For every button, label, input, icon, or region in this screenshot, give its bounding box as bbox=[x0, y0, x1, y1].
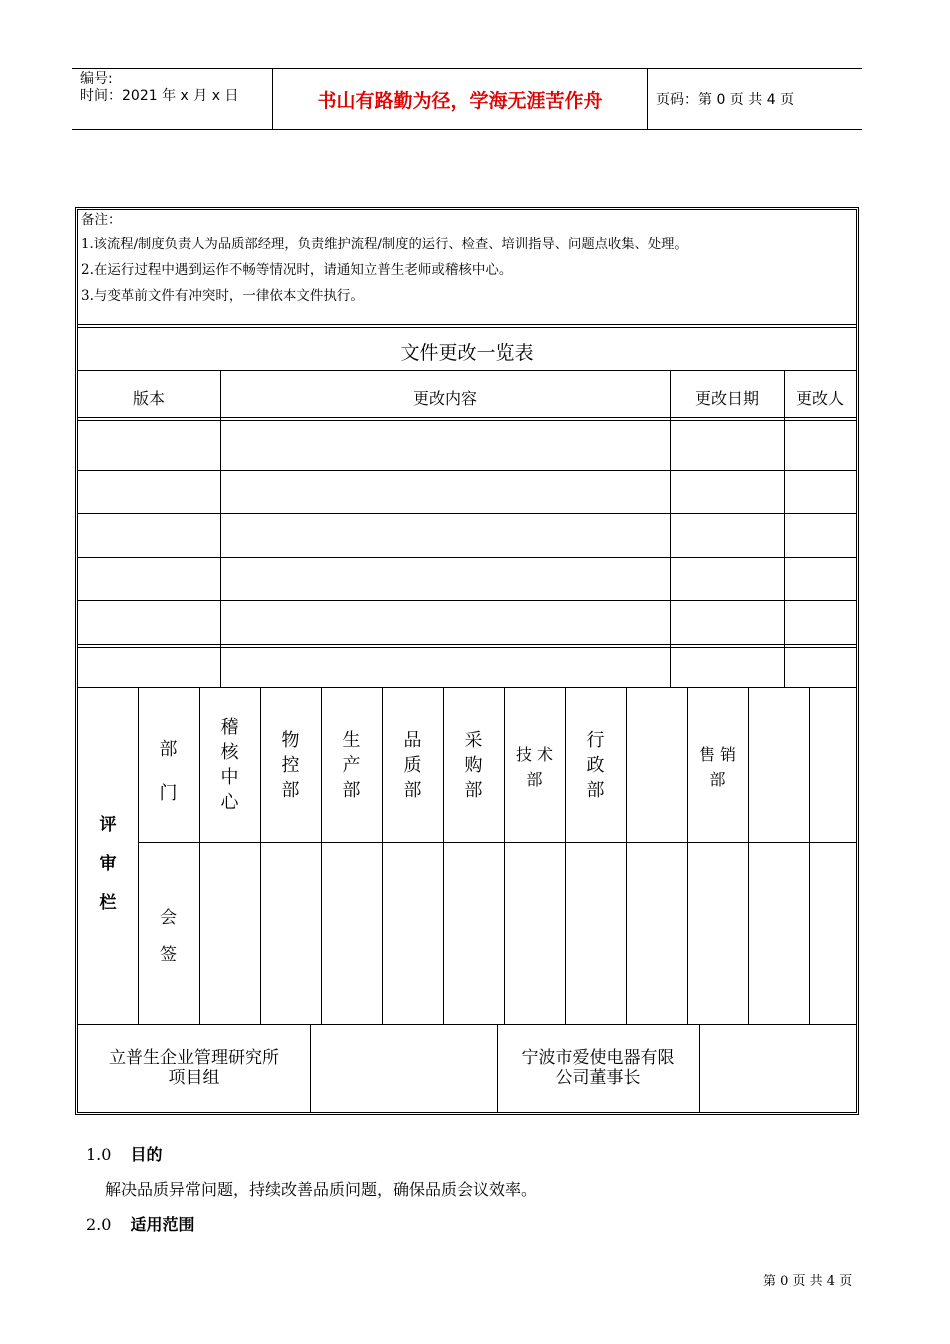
col-header-content: 更改内容 bbox=[412, 389, 477, 408]
page-footer: 第 0 页 共 4 页 bbox=[763, 1274, 853, 1289]
dept-technology: 技 术 部 bbox=[515, 745, 554, 789]
header-motto: 书山有路勤为径，学海无涯苦作舟 bbox=[317, 90, 603, 112]
divider bbox=[78, 327, 856, 328]
signoff-chairman: 宁波市爱使电器有限 公司董事长 bbox=[521, 1048, 675, 1088]
note-item: 2.在运行过程中遇到运作不畅等情况时，请通知立普生老师或稽核中心。 bbox=[81, 262, 513, 278]
table-row-line bbox=[78, 417, 856, 418]
section-1-heading bbox=[86, 1142, 163, 1165]
doc-number-label: 编号: bbox=[80, 71, 113, 87]
table-row-line bbox=[78, 687, 856, 688]
signoff-consultant: 立普生企业管理研究所 项目组 bbox=[109, 1048, 279, 1088]
divider bbox=[78, 1024, 856, 1025]
section-number: 1.0 bbox=[86, 1145, 112, 1164]
dept-sales: 售 销 部 bbox=[698, 745, 737, 789]
review-line bbox=[504, 687, 505, 1024]
divider bbox=[78, 324, 856, 325]
dept-audit-center: 稽 核 中 心 bbox=[220, 717, 239, 813]
col-line bbox=[220, 370, 221, 687]
table-row-line bbox=[78, 644, 856, 645]
table-row-line bbox=[78, 557, 856, 558]
note-item: 1.该流程/制度负责人为品质部经理，负责维护流程/制度的运行、检查、培训指导、问题点收集、处理。 bbox=[81, 237, 688, 252]
change-table-title: 文件更改一览表 bbox=[400, 342, 534, 364]
review-section-label: 评 审 栏 bbox=[99, 815, 117, 913]
section-2-heading bbox=[86, 1212, 195, 1235]
dept-purchasing: 采 购 部 bbox=[464, 730, 483, 801]
page-header bbox=[72, 68, 862, 130]
review-line bbox=[626, 687, 627, 1024]
section-1-text: 解决品质异常问题，持续改善品质问题，确保品质会议效率。 bbox=[105, 1180, 538, 1199]
col-header-person: 更改人 bbox=[795, 389, 844, 408]
table-row-line bbox=[78, 600, 856, 601]
table-row-line bbox=[78, 513, 856, 514]
note-item: 3.与变革前文件有冲突时，一律依本文件执行。 bbox=[81, 288, 364, 304]
table-row-line bbox=[78, 420, 856, 421]
signoff-line bbox=[699, 1024, 700, 1112]
review-line bbox=[687, 687, 688, 1024]
dept-material-control: 物 控 部 bbox=[281, 730, 300, 801]
doc-time-label: 时间：2021 年 x 月 x 日 bbox=[80, 88, 239, 104]
header-meta bbox=[80, 71, 238, 105]
sign-label: 会 签 bbox=[160, 908, 177, 965]
table-row-line bbox=[78, 647, 856, 648]
table-row-line bbox=[78, 470, 856, 471]
dept-production: 生 产 部 bbox=[342, 730, 361, 801]
notes-title: 备注： bbox=[81, 212, 122, 228]
col-line bbox=[784, 370, 785, 687]
signoff-line bbox=[310, 1024, 311, 1112]
dept-label: 部 门 bbox=[159, 739, 178, 804]
divider bbox=[78, 370, 856, 371]
col-line bbox=[670, 370, 671, 687]
section-number: 2.0 bbox=[86, 1215, 112, 1234]
dept-quality: 品 质 部 bbox=[403, 730, 422, 801]
header-divider bbox=[647, 69, 648, 129]
section-title: 目的 bbox=[130, 1145, 163, 1164]
section-title: 适用范围 bbox=[130, 1215, 195, 1234]
dept-administration: 行 政 部 bbox=[586, 730, 605, 801]
col-header-version: 版本 bbox=[132, 389, 165, 408]
review-line bbox=[809, 687, 810, 1024]
document-control-table bbox=[77, 209, 857, 1113]
header-page-number: 页码：第 0 页 共 4 页 bbox=[656, 92, 795, 108]
review-line bbox=[748, 687, 749, 1024]
col-header-date: 更改日期 bbox=[694, 389, 759, 408]
